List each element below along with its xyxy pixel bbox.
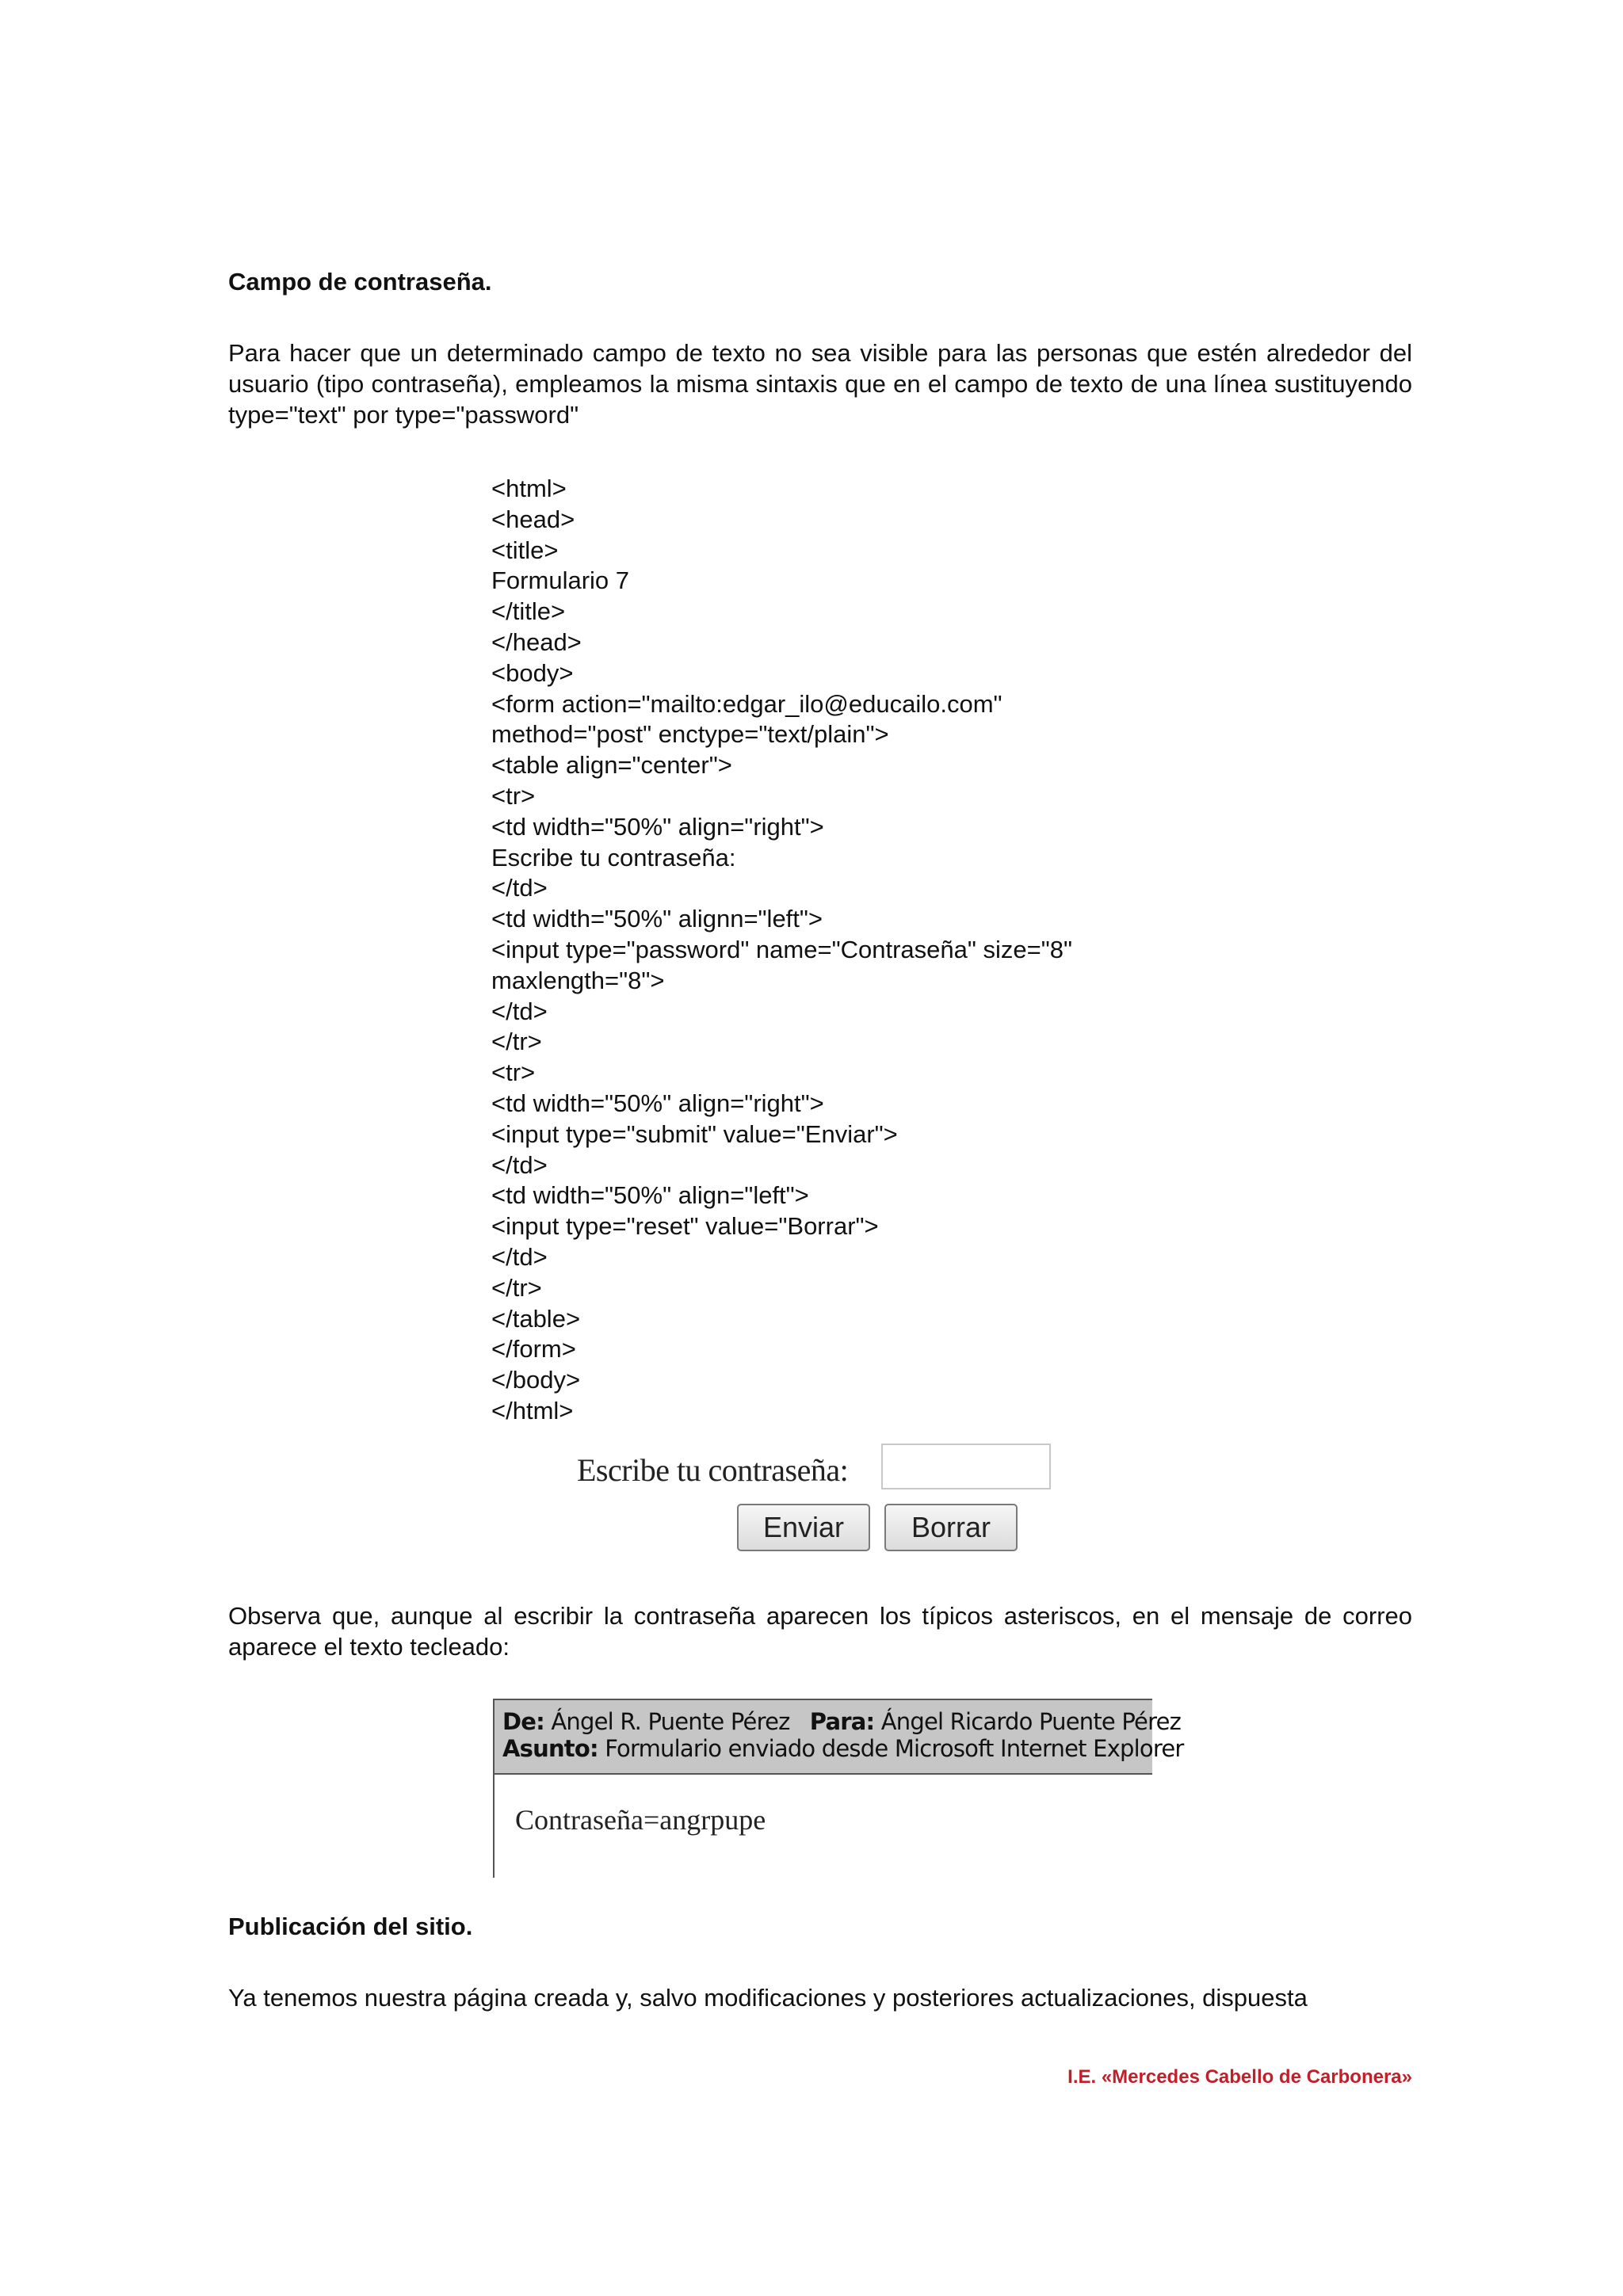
- code-line: <input type="reset" value="Borrar">: [491, 1212, 879, 1241]
- code-line: </tr>: [491, 1273, 542, 1302]
- code-line: </td>: [491, 1242, 548, 1271]
- password-field-intro: Para hacer que un determinado campo de texto no sea visible para las personas que estén alrededor del usuario (tipo contraseña), empleamos la misma sintaxis que en el campo de texto de una línea sustituyendo type="text" por type="password": [228, 339, 1412, 429]
- password-label: Escribe tu contraseña:: [577, 1452, 849, 1488]
- code-line: Formulario 7: [491, 566, 629, 595]
- publication-intro: Ya tenemos nuestra página creada y, salvo modificaciones y posteriores actualizaciones, dispuesta: [228, 1984, 1308, 2012]
- borrar-button[interactable]: Borrar: [884, 1504, 1018, 1551]
- code-line: </head>: [491, 627, 582, 656]
- code-line: </title>: [491, 597, 566, 626]
- code-line: <table align="center">: [491, 751, 732, 780]
- code-line: </td>: [491, 997, 548, 1025]
- code-line: <td width="50%" alignn="left">: [491, 905, 823, 933]
- code-line: </table>: [491, 1304, 581, 1333]
- password-input[interactable]: [881, 1444, 1051, 1489]
- enviar-button[interactable]: Enviar: [737, 1504, 870, 1551]
- email-from-label: De:: [502, 1708, 544, 1735]
- email-body-text: Contraseña=angrpupe: [515, 1804, 766, 1836]
- code-line: </form>: [491, 1335, 576, 1363]
- code-line: <title>: [491, 536, 559, 564]
- code-line: <html>: [491, 475, 567, 502]
- code-line: </tr>: [491, 1028, 542, 1056]
- observation-text: Observa que, aunque al escribir la contraseña aparecen los típicos asteriscos, en el mensaje de correo aparece el texto tecleado:: [228, 1602, 1412, 1661]
- code-line: </td>: [491, 874, 548, 902]
- code-line: <tr>: [491, 781, 536, 810]
- code-line: <form action="mailto:edgar_ilo@educailo.com": [491, 689, 1002, 718]
- code-line: <td width="50%" align="left">: [491, 1181, 809, 1210]
- code-line: Escribe tu contraseña:: [491, 843, 736, 871]
- email-from-value: Ángel R. Puente Pérez: [551, 1708, 790, 1735]
- form-preview: [571, 1434, 1062, 1561]
- email-subject-label: Asunto:: [502, 1735, 598, 1762]
- code-line: <td width="50%" align="right">: [491, 1089, 824, 1117]
- email-subject-row: [502, 1735, 1184, 1762]
- code-line: method="post" enctype="text/plain">: [491, 720, 889, 749]
- code-line: <body>: [491, 658, 574, 687]
- code-line: </td>: [491, 1150, 548, 1179]
- code-line: <tr>: [491, 1058, 536, 1087]
- code-line: <td width="50%" align="right">: [491, 812, 824, 841]
- school-footer: I.E. «Mercedes Cabello de Carbonera»: [1067, 2066, 1412, 2088]
- email-subject-value: Formulario enviado desde Microsoft Internet Explorer: [605, 1735, 1184, 1762]
- code-line: <head>: [491, 505, 575, 533]
- section-heading-publication: Publicación del sitio.: [228, 1913, 473, 1940]
- email-header: [493, 1699, 1184, 1775]
- email-from-to-row: [502, 1708, 1182, 1735]
- section-heading-password-field: Campo de contraseña.: [228, 268, 492, 296]
- code-line: maxlength="8">: [491, 966, 665, 994]
- email-preview: [493, 1699, 1184, 1878]
- code-line: <input type="submit" value="Enviar">: [491, 1119, 898, 1148]
- email-body: [493, 1775, 1152, 1878]
- code-line: </body>: [491, 1366, 581, 1394]
- code-line: </html>: [491, 1396, 574, 1425]
- email-to-value: Ángel Ricardo Puente Pérez: [880, 1708, 1182, 1735]
- code-line: <input type="password" name="Contraseña" size="8": [491, 935, 1072, 963]
- html-code-listing: [491, 474, 1072, 1427]
- email-to-label: Para:: [809, 1708, 875, 1735]
